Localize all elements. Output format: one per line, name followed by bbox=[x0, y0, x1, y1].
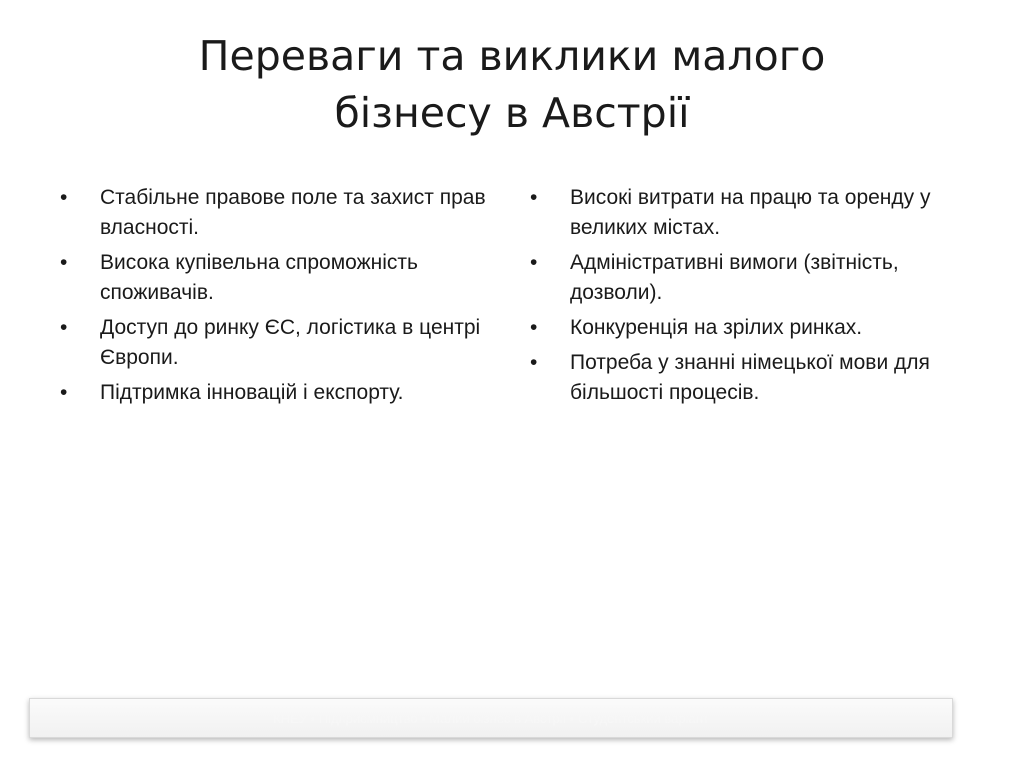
bullet-icon: • bbox=[60, 186, 68, 209]
list-item bbox=[528, 313, 978, 343]
advantages-list bbox=[58, 183, 508, 413]
list-item-text: Доступ до ринку ЄС, логістика в центрі Європи. bbox=[100, 316, 481, 369]
list-item bbox=[528, 348, 978, 408]
title-line-1: Переваги та виклики малого bbox=[198, 32, 826, 80]
slide-title bbox=[60, 28, 964, 142]
list-item-text: Підтримка інновацій і експорту. bbox=[100, 381, 404, 404]
list-item-text: Висока купівельна спроможність споживачів. bbox=[100, 251, 418, 304]
bullet-icon: • bbox=[60, 251, 68, 274]
list-item bbox=[528, 248, 978, 308]
footer-bar bbox=[29, 698, 953, 738]
list-item bbox=[58, 378, 508, 408]
list-item-text: Конкуренція на зрілих ринках. bbox=[570, 316, 863, 339]
list-item-text: Високі витрати на працю та оренду у великих містах. bbox=[570, 186, 931, 239]
list-item bbox=[528, 183, 978, 243]
list-item-text: Стабільне правове поле та захист прав власності. bbox=[100, 186, 486, 239]
bullet-icon: • bbox=[60, 316, 68, 339]
bullet-icon: • bbox=[530, 186, 538, 209]
list-item bbox=[58, 313, 508, 373]
list-item bbox=[58, 183, 508, 243]
footer-text: КНЕУ • Підприємництво • Малий бізнес в Австрії • Студентський варіант bbox=[273, 711, 709, 726]
bullet-icon: • bbox=[530, 251, 538, 274]
challenges-list bbox=[528, 183, 978, 413]
bullet-icon: • bbox=[530, 351, 538, 374]
bullet-icon: • bbox=[530, 316, 538, 339]
list-item-text: Адміністративні вимоги (звітність, дозволи). bbox=[570, 251, 899, 304]
title-line-2: бізнесу в Австрії bbox=[334, 89, 690, 137]
bullet-icon: • bbox=[60, 381, 68, 404]
list-item-text: Потреба у знанні німецької мови для більшості процесів. bbox=[570, 351, 930, 404]
list-item bbox=[58, 248, 508, 308]
